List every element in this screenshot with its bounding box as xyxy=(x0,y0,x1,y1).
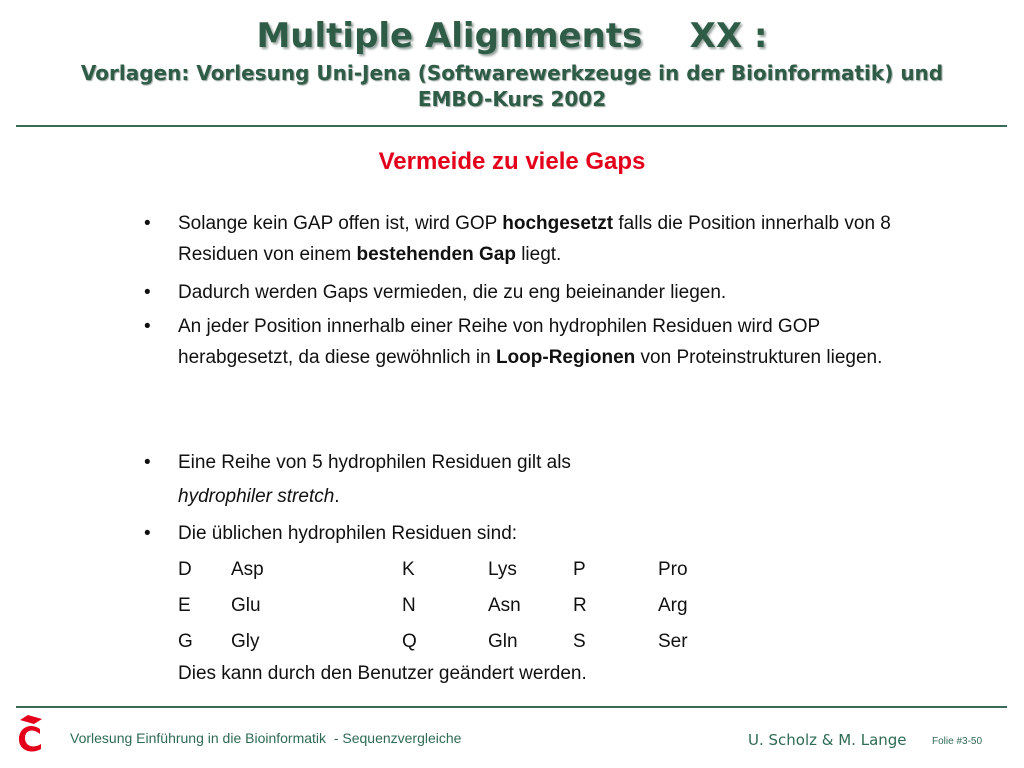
university-logo-icon xyxy=(14,713,46,757)
table-cell: Lys xyxy=(488,559,517,580)
table-cell: K xyxy=(402,559,415,580)
table-cell: Glu xyxy=(231,595,261,616)
bullet-text: von Proteinstrukturen liegen. xyxy=(635,347,883,368)
bullet-item xyxy=(142,518,517,549)
bullet-item xyxy=(142,311,902,373)
footer-folio: Folie #3-50 xyxy=(932,736,983,747)
slide-heading: Vermeide zu viele Gaps xyxy=(378,148,646,175)
table-cell: Ser xyxy=(658,631,688,652)
table-cell: Q xyxy=(402,631,417,652)
page-title: Multiple Alignments XX : xyxy=(256,16,768,56)
table-row xyxy=(178,624,718,660)
table-cell: Asp xyxy=(231,559,264,580)
table-cell: Gly xyxy=(231,631,260,652)
table-cell: Gln xyxy=(488,631,518,652)
table-cell: S xyxy=(573,631,586,652)
bullet-text: . xyxy=(334,486,340,507)
bullet-text: Dadurch werden Gaps vermieden, die zu eng beieinander liegen. xyxy=(178,282,727,303)
table-cell: Arg xyxy=(658,595,688,616)
table-cell: Asn xyxy=(488,595,521,616)
bullet-text: Die üblichen hydrophilen Residuen sind: xyxy=(178,523,518,544)
table-row xyxy=(178,588,718,624)
bullet-italic-text: hydrophiler stretch xyxy=(178,486,335,507)
bullet-text: An jeder Position innerhalb einer Reihe von hydrophilen Residuen wird GOP herabgesetzt, da diese gewöhnlich in xyxy=(178,316,820,368)
residue-table xyxy=(178,552,718,660)
table-cell: Pro xyxy=(658,559,688,580)
table-cell: R xyxy=(573,595,587,616)
bullet-bold-text: hochgesetzt xyxy=(502,213,614,234)
bullet-text: falls die Position innerhalb von 8 Residuen von einem xyxy=(178,213,891,265)
bullet-text: liegt. xyxy=(515,244,562,265)
table-cell: E xyxy=(178,595,191,616)
table-cell: D xyxy=(178,559,192,580)
bullet-item xyxy=(142,208,902,270)
bullet-bold-text: bestehenden Gap xyxy=(356,244,516,265)
bullet-item xyxy=(142,446,571,514)
bullet-item xyxy=(142,277,726,308)
page-subtitle: Vorlagen: Vorlesung Uni-Jena (Softwarewerkzeuge in der Bioinformatik) und EMBO-Kurs 2002 xyxy=(80,61,944,111)
bullet-text: Eine Reihe von 5 hydrophilen Residuen gilt als xyxy=(178,452,571,473)
footer-divider xyxy=(16,706,1007,708)
table-row xyxy=(178,552,718,588)
note-text: Dies kann durch den Benutzer geändert werden. xyxy=(178,663,587,684)
footer-course: Vorlesung Einführung in die Bioinformatik - Sequenzvergleiche xyxy=(70,730,462,746)
bullet-text: Solange kein GAP offen ist, wird GOP xyxy=(178,213,503,234)
footer-authors: U. Scholz & M. Lange xyxy=(748,731,907,749)
table-cell: N xyxy=(402,595,416,616)
table-cell: P xyxy=(573,559,586,580)
slide-header xyxy=(0,14,1024,112)
bullet-bold-text: Loop-Regionen xyxy=(495,347,636,368)
header-divider xyxy=(16,125,1007,127)
table-cell: G xyxy=(178,631,193,652)
